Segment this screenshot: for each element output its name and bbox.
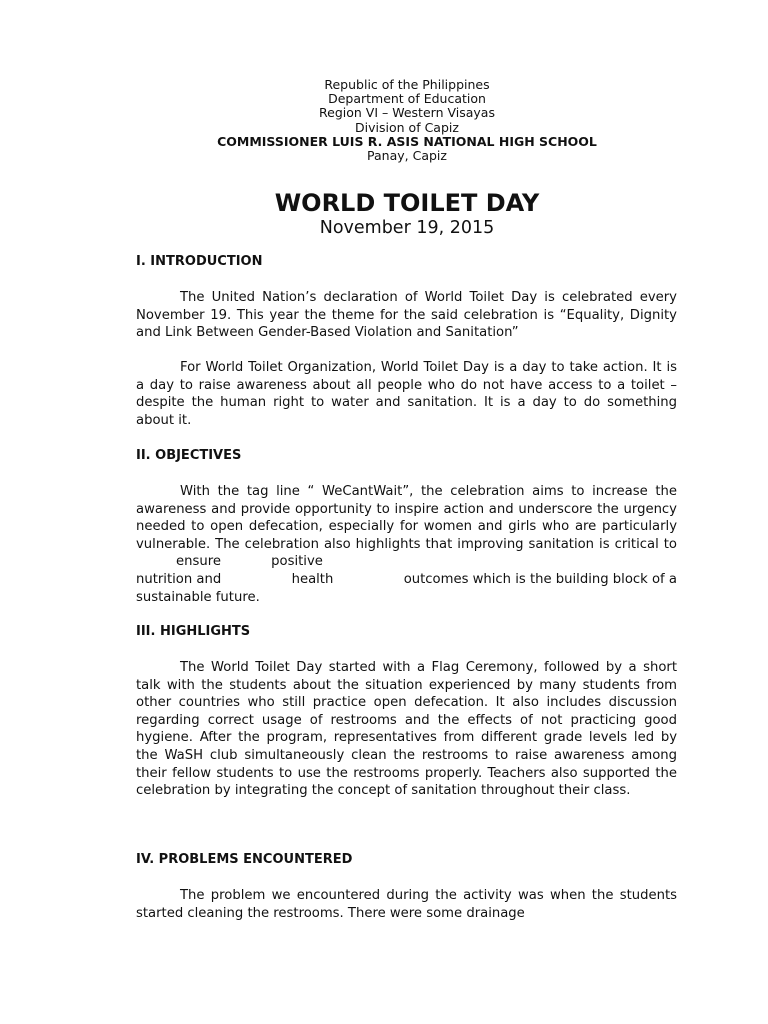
objectives-word-nutrition: nutrition and	[136, 572, 222, 587]
objectives-word-health: health	[291, 572, 334, 587]
letterhead-school: COMMISSIONER LUIS R. ASIS NATIONAL HIGH SCHOOL	[217, 133, 597, 149]
letterhead-region: Region VI – Western Visayas	[319, 105, 495, 121]
problems-text: The problem we encountered during the activity was when the students started cleaning the restrooms. There were some drainage	[136, 888, 677, 921]
letterhead-country: Republic of the Philippines	[324, 77, 490, 92]
letterhead-division: Division of Capiz	[355, 119, 459, 135]
objectives-paragraph	[136, 483, 677, 571]
section-heading-problems: IV. PROBLEMS ENCOUNTERED	[136, 852, 353, 867]
highlights-text: The World Toilet Day started with a Flag Ceremony, followed by a short talk with the students about the situation experienced by many students from other countries who still practice open defecation. It also includes discussion regarding correct usage of restrooms and the effects of not practicing good hygiene. After the program, representatives from different grade levels led by the WaSH club simultaneously clean the restrooms to raise awareness among their fellow students to use the restrooms properly. Teachers also supported the celebration by integrating the concept of sanitation throughout their class.	[136, 660, 677, 799]
objectives-word-ensure: ensure	[176, 554, 221, 570]
objectives-spread-line-2	[136, 571, 677, 589]
document-date: November 19, 2015	[319, 218, 495, 238]
introduction-paragraph-2	[136, 359, 677, 429]
objectives-end-line: sustainable future.	[136, 590, 260, 605]
objectives-word-positive: positive	[271, 554, 323, 570]
problems-paragraph	[136, 887, 677, 922]
highlights-paragraph	[136, 659, 677, 800]
letterhead	[136, 78, 678, 163]
objectives-text-main: With the tag line “ WeCantWait”, the celebration aims to increase the awareness and provide opportunity to inspire action and underscore the urgency needed to open defecation, especially for women and girls who are particularly vulnerable. The celebration also highlights that improving sanitation is critical to ensure positive	[136, 484, 677, 570]
letterhead-location: Panay, Capiz	[367, 148, 447, 164]
letterhead-department: Department of Education	[328, 91, 486, 107]
objectives-word-outcomes: outcomes which is the building block of a	[403, 572, 677, 587]
section-heading-introduction: I. INTRODUCTION	[136, 254, 263, 269]
section-heading-highlights: III. HIGHLIGHTS	[136, 624, 251, 639]
document-title: WORLD TOILET DAY	[274, 189, 540, 217]
introduction-text-2: For World Toilet Organization, World Toilet Day is a day to take action. It is a day to raise awareness about all people who do not have access to a toilet – despite the human right to water and sanitation. It is a day to do something about it.	[136, 360, 677, 428]
introduction-text-1: The United Nation’s declaration of World Toilet Day is celebrated every November 19. This year the theme for the said celebration is “Equality, Dignity and Link Between Gender-Based Violation and Sanitation”	[136, 290, 677, 341]
introduction-paragraph-1	[136, 289, 677, 342]
section-heading-objectives: II. OBJECTIVES	[136, 448, 242, 463]
